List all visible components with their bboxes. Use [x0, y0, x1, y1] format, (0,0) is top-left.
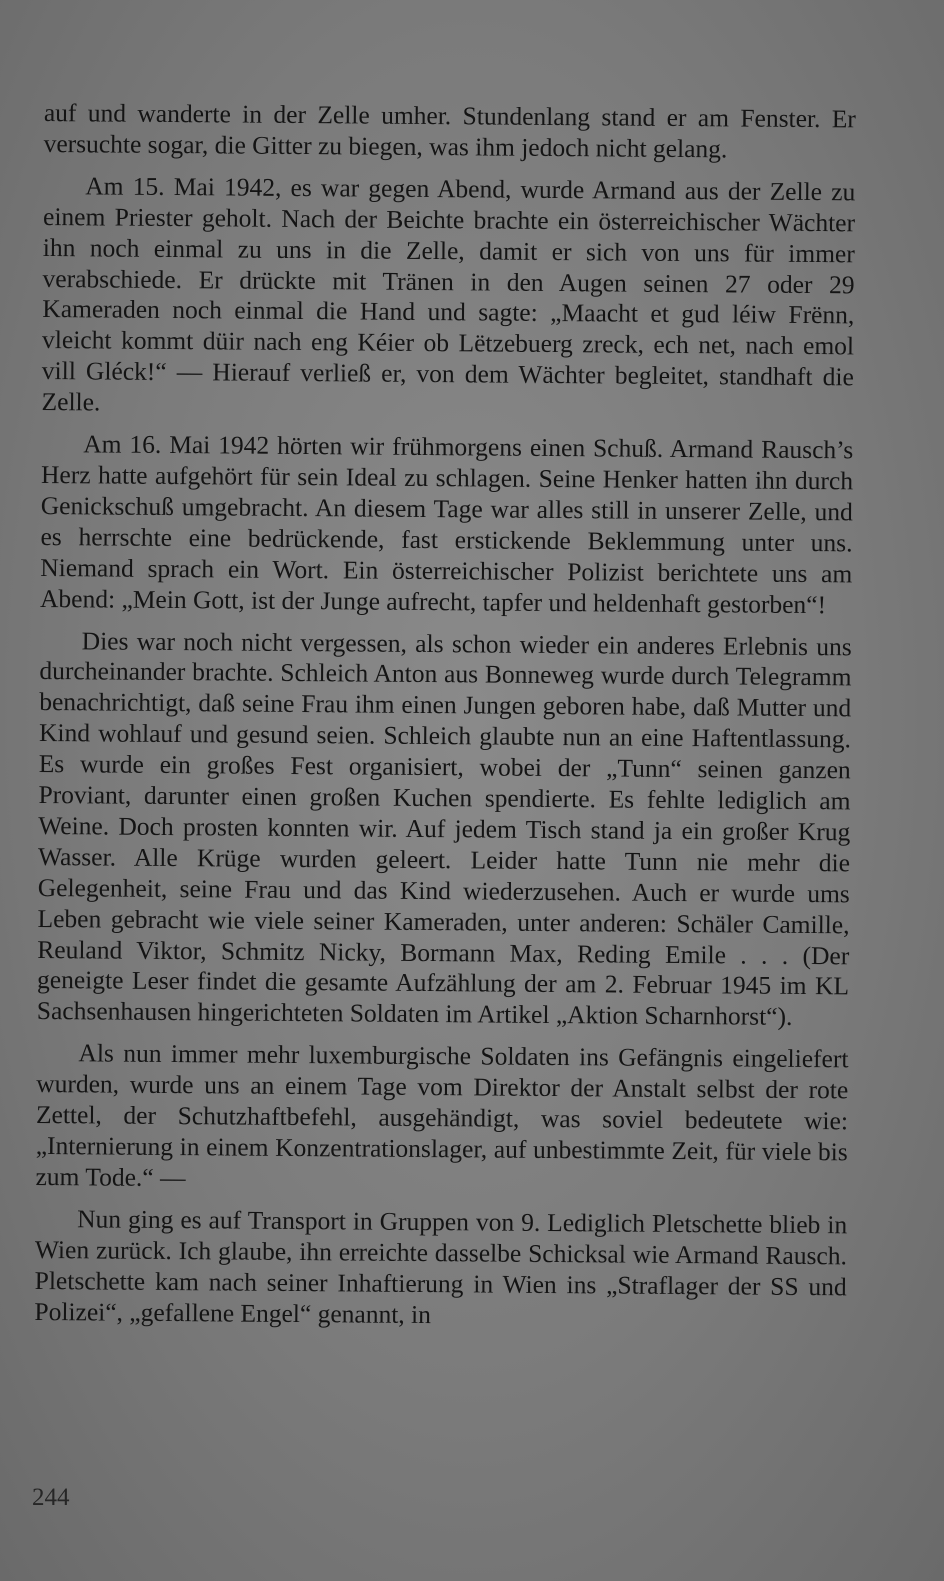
paragraph-3: Am 16. Mai 1942 hörten wir frühmorgens einen Schuß. Armand Rausch’s Herz hatte aufgehört für sein Ideal zu schlagen. Seine Henker hatten ihn durch Genickschuß umgebracht. An diesem Tage war alles still in unserer Zelle, und es herrschte eine bedrückende, fast erstickende Beklemmung unter uns. Niemand sprach ein Wort. Ein österreichischer Polizist berichtete uns am Abend: „Mein Gott, ist der Junge aufrecht, tapfer und heldenhaft gestorben“!	[39, 429, 854, 619]
paragraph-4: Dies war noch nicht vergessen, als schon wieder ein anderes Erlebnis uns durcheinander brachte. Schleich Anton aus Bonneweg wurde durch Telegramm benachrichtigt, daß seine Frau ihm einen Jungen geboren habe, daß Mutter und Kind wohlauf und gesund seien. Schleich glaubte nun an eine Haftentlassung. Es wurde ein großes Fest organisiert, wobei der „Tunn“ seinen ganzen Proviant, darunter einen großen Kuchen spendierte. Es fehlte lediglich am Weine. Doch prosten konnten wir. Auf jedem Tisch stand ja ein großer Krug Wasser. Alle Krüge wurden geleert. Leider hatte Tunn nie mehr die Gelegenheit, seine Frau und das Kind wiederzusehen. Auch er wurde ums Leben gebracht wie viele seiner Kameraden, unter anderen: Schäler Camille, Reuland Viktor, Schmitz Nicky, Bormann Max, Reding Emile . . . (Der geneigte Leser findet die gesamte Aufzählung der am 2. Februar 1945 im KL Sachsenhausen hingerichteten Soldaten im Artikel „Aktion Scharnhorst“).	[36, 625, 852, 1032]
page-number: 244	[32, 1484, 70, 1511]
page-body-text	[34, 98, 856, 1345]
paragraph-5: Als nun immer mehr luxemburgische Soldaten ins Gefängnis eingeliefert wurden, wurde uns an einem Tage vom Direktor der Anstalt selbst der rote Zettel, der Schutzhaftbefehl, ausgehändigt, was soviel bedeutete wie: „Internierung in einem Konzentrationslager, auf unbestimmte Zeit, für viele bis zum Tode.“ —	[35, 1038, 849, 1193]
paragraph-2: Am 15. Mai 1942, es war gegen Abend, wurde Armand aus der Zelle zu einem Priester geholt. Nach der Beichte brachte ein österreichischer Wächter ihn noch einmal zu uns in die Zelle, damit er sich von uns für immer verabschiede. Er drückte mit Tränen in den Augen seinen 27 oder 29 Kameraden noch einmal die Hand und sagte: „Maacht et gud léiw Frënn, vleicht kommt düir nach eng Kéier ob Lëtzebuerg zreck, ech net, nach emol vill Gléck!“ — Hierauf verließ er, von dem Wächter begleitet, standhaft die Zelle.	[41, 171, 856, 417]
paragraph-1: auf und wanderte in der Zelle umher. Stundenlang stand er am Fenster. Er versuchte sogar, die Gitter zu biegen, was ihm jedoch nicht gelang.	[43, 98, 856, 164]
paragraph-6: Nun ging es auf Transport in Gruppen von 9. Lediglich Pletschette blieb in Wien zurück. Ich glaube, ihn erreichte dasselbe Schicksal wie Armand Rausch. Pletschette kam nach seiner Inhaftierung in Wien ins „Straflager der SS und Polizei“, „gefallene Engel“ genannt, in	[34, 1204, 848, 1329]
